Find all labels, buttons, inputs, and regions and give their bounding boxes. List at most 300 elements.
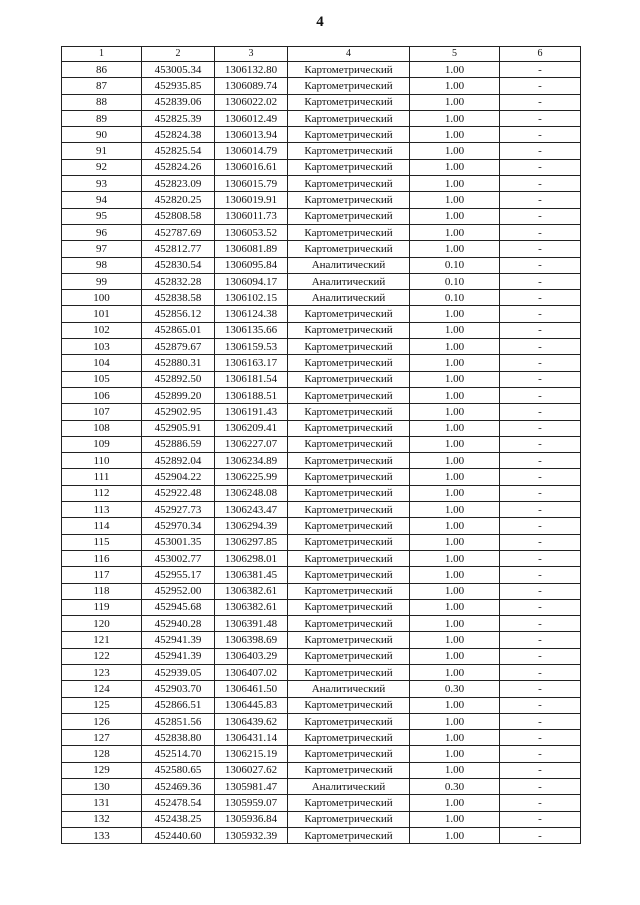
table-row [62, 550, 581, 566]
x-coordinate-cell: 452940.28 [142, 616, 215, 632]
y-coordinate-cell: 1306012.49 [215, 110, 288, 126]
method-cell: Картометрический [288, 664, 410, 680]
point-number-cell: 86 [62, 62, 142, 78]
table-row [62, 453, 581, 469]
accuracy-cell: 0.30 [410, 779, 500, 795]
point-number-cell: 91 [62, 143, 142, 159]
point-number-cell: 128 [62, 746, 142, 762]
x-coordinate-cell: 452514.70 [142, 746, 215, 762]
y-coordinate-cell: 1306013.94 [215, 127, 288, 143]
accuracy-cell: 1.00 [410, 453, 500, 469]
accuracy-cell: 1.00 [410, 599, 500, 615]
point-number-cell: 97 [62, 241, 142, 257]
method-cell: Картометрический [288, 371, 410, 387]
column-header: 2 [142, 47, 215, 62]
accuracy-cell: 1.00 [410, 436, 500, 452]
accuracy-cell: 1.00 [410, 730, 500, 746]
y-coordinate-cell: 1306461.50 [215, 681, 288, 697]
x-coordinate-cell: 452941.39 [142, 648, 215, 664]
x-coordinate-cell: 452952.00 [142, 583, 215, 599]
description-cell: - [500, 143, 581, 159]
point-number-cell: 124 [62, 681, 142, 697]
x-coordinate-cell: 452904.22 [142, 469, 215, 485]
point-number-cell: 118 [62, 583, 142, 599]
table-row [62, 62, 581, 78]
description-cell: - [500, 779, 581, 795]
method-cell: Картометрический [288, 436, 410, 452]
y-coordinate-cell: 1306391.48 [215, 616, 288, 632]
x-coordinate-cell: 452922.48 [142, 485, 215, 501]
table-row [62, 567, 581, 583]
accuracy-cell: 1.00 [410, 664, 500, 680]
description-cell: - [500, 469, 581, 485]
point-number-cell: 102 [62, 322, 142, 338]
y-coordinate-cell: 1306163.17 [215, 355, 288, 371]
x-coordinate-cell: 452820.25 [142, 192, 215, 208]
point-number-cell: 100 [62, 290, 142, 306]
table-row [62, 795, 581, 811]
description-cell: - [500, 827, 581, 843]
point-number-cell: 123 [62, 664, 142, 680]
x-coordinate-cell: 452939.05 [142, 664, 215, 680]
description-cell: - [500, 502, 581, 518]
description-cell: - [500, 404, 581, 420]
y-coordinate-cell: 1306011.73 [215, 208, 288, 224]
description-cell: - [500, 436, 581, 452]
description-cell: - [500, 632, 581, 648]
point-number-cell: 116 [62, 550, 142, 566]
table-row [62, 534, 581, 550]
table-row [62, 697, 581, 713]
table-row [62, 94, 581, 110]
method-cell: Картометрический [288, 811, 410, 827]
description-cell: - [500, 485, 581, 501]
method-cell: Картометрический [288, 583, 410, 599]
point-number-cell: 133 [62, 827, 142, 843]
x-coordinate-cell: 452824.26 [142, 159, 215, 175]
x-coordinate-cell: 452832.28 [142, 273, 215, 289]
table-row [62, 762, 581, 778]
x-coordinate-cell: 452941.39 [142, 632, 215, 648]
method-cell: Картометрический [288, 567, 410, 583]
method-cell: Аналитический [288, 779, 410, 795]
y-coordinate-cell: 1305936.84 [215, 811, 288, 827]
point-number-cell: 88 [62, 94, 142, 110]
x-coordinate-cell: 452905.91 [142, 420, 215, 436]
point-number-cell: 112 [62, 485, 142, 501]
method-cell: Картометрический [288, 713, 410, 729]
description-cell: - [500, 371, 581, 387]
accuracy-cell: 1.00 [410, 78, 500, 94]
point-number-cell: 104 [62, 355, 142, 371]
description-cell: - [500, 339, 581, 355]
table-row [62, 648, 581, 664]
method-cell: Картометрический [288, 176, 410, 192]
method-cell: Картометрический [288, 616, 410, 632]
x-coordinate-cell: 452438.25 [142, 811, 215, 827]
accuracy-cell: 1.00 [410, 176, 500, 192]
x-coordinate-cell: 452839.06 [142, 94, 215, 110]
accuracy-cell: 1.00 [410, 762, 500, 778]
accuracy-cell: 1.00 [410, 485, 500, 501]
description-cell: - [500, 713, 581, 729]
point-number-cell: 95 [62, 208, 142, 224]
table-row [62, 192, 581, 208]
table-row [62, 322, 581, 338]
description-cell: - [500, 453, 581, 469]
description-cell: - [500, 567, 581, 583]
accuracy-cell: 1.00 [410, 648, 500, 664]
accuracy-cell: 1.00 [410, 420, 500, 436]
point-number-cell: 92 [62, 159, 142, 175]
description-cell: - [500, 583, 581, 599]
table-row [62, 273, 581, 289]
accuracy-cell: 1.00 [410, 143, 500, 159]
y-coordinate-cell: 1306094.17 [215, 273, 288, 289]
accuracy-cell: 1.00 [410, 241, 500, 257]
point-number-cell: 120 [62, 616, 142, 632]
method-cell: Картометрический [288, 387, 410, 403]
x-coordinate-cell: 452899.20 [142, 387, 215, 403]
table-row [62, 681, 581, 697]
x-coordinate-cell: 452851.56 [142, 713, 215, 729]
description-cell: - [500, 681, 581, 697]
method-cell: Картометрический [288, 469, 410, 485]
description-cell: - [500, 387, 581, 403]
y-coordinate-cell: 1306403.29 [215, 648, 288, 664]
accuracy-cell: 0.30 [410, 681, 500, 697]
table-row [62, 746, 581, 762]
x-coordinate-cell: 452945.68 [142, 599, 215, 615]
y-coordinate-cell: 1306209.41 [215, 420, 288, 436]
description-cell: - [500, 78, 581, 94]
description-cell: - [500, 208, 581, 224]
accuracy-cell: 1.00 [410, 355, 500, 371]
y-coordinate-cell: 1306022.02 [215, 94, 288, 110]
method-cell: Картометрический [288, 192, 410, 208]
description-cell: - [500, 648, 581, 664]
x-coordinate-cell: 452469.36 [142, 779, 215, 795]
x-coordinate-cell: 452935.85 [142, 78, 215, 94]
description-cell: - [500, 534, 581, 550]
y-coordinate-cell: 1306298.01 [215, 550, 288, 566]
description-cell: - [500, 110, 581, 126]
x-coordinate-cell: 452879.67 [142, 339, 215, 355]
description-cell: - [500, 306, 581, 322]
accuracy-cell: 1.00 [410, 583, 500, 599]
y-coordinate-cell: 1306014.79 [215, 143, 288, 159]
table-row [62, 713, 581, 729]
table-row [62, 176, 581, 192]
x-coordinate-cell: 452880.31 [142, 355, 215, 371]
accuracy-cell: 1.00 [410, 192, 500, 208]
method-cell: Картометрический [288, 697, 410, 713]
table-row [62, 518, 581, 534]
accuracy-cell: 1.00 [410, 371, 500, 387]
accuracy-cell: 1.00 [410, 62, 500, 78]
description-cell: - [500, 322, 581, 338]
method-cell: Картометрический [288, 599, 410, 615]
x-coordinate-cell: 452478.54 [142, 795, 215, 811]
description-cell: - [500, 159, 581, 175]
description-cell: - [500, 290, 581, 306]
description-cell: - [500, 811, 581, 827]
y-coordinate-cell: 1306081.89 [215, 241, 288, 257]
x-coordinate-cell: 452892.50 [142, 371, 215, 387]
accuracy-cell: 1.00 [410, 811, 500, 827]
method-cell: Картометрический [288, 127, 410, 143]
table-row [62, 632, 581, 648]
point-number-cell: 115 [62, 534, 142, 550]
accuracy-cell: 0.10 [410, 257, 500, 273]
method-cell: Картометрический [288, 78, 410, 94]
point-number-cell: 110 [62, 453, 142, 469]
table-row [62, 159, 581, 175]
table-row [62, 664, 581, 680]
accuracy-cell: 1.00 [410, 567, 500, 583]
method-cell: Картометрический [288, 550, 410, 566]
y-coordinate-cell: 1306215.19 [215, 746, 288, 762]
description-cell: - [500, 420, 581, 436]
method-cell: Картометрический [288, 534, 410, 550]
method-cell: Картометрический [288, 420, 410, 436]
point-number-cell: 98 [62, 257, 142, 273]
point-number-cell: 96 [62, 224, 142, 240]
table-row [62, 730, 581, 746]
point-number-cell: 117 [62, 567, 142, 583]
table-row [62, 241, 581, 257]
method-cell: Картометрический [288, 502, 410, 518]
description-cell: - [500, 355, 581, 371]
point-number-cell: 127 [62, 730, 142, 746]
table-row [62, 257, 581, 273]
description-cell: - [500, 62, 581, 78]
description-cell: - [500, 746, 581, 762]
method-cell: Картометрический [288, 453, 410, 469]
accuracy-cell: 1.00 [410, 404, 500, 420]
table-row [62, 502, 581, 518]
description-cell: - [500, 730, 581, 746]
description-cell: - [500, 795, 581, 811]
y-coordinate-cell: 1306382.61 [215, 583, 288, 599]
point-number-cell: 131 [62, 795, 142, 811]
point-number-cell: 109 [62, 436, 142, 452]
x-coordinate-cell: 452440.60 [142, 827, 215, 843]
method-cell: Картометрический [288, 224, 410, 240]
y-coordinate-cell: 1305981.47 [215, 779, 288, 795]
y-coordinate-cell: 1306439.62 [215, 713, 288, 729]
table-row [62, 436, 581, 452]
table-row [62, 420, 581, 436]
y-coordinate-cell: 1306135.66 [215, 322, 288, 338]
accuracy-cell: 1.00 [410, 534, 500, 550]
accuracy-cell: 1.00 [410, 713, 500, 729]
point-number-cell: 114 [62, 518, 142, 534]
y-coordinate-cell: 1306016.61 [215, 159, 288, 175]
point-number-cell: 93 [62, 176, 142, 192]
accuracy-cell: 1.00 [410, 795, 500, 811]
method-cell: Картометрический [288, 159, 410, 175]
x-coordinate-cell: 452838.80 [142, 730, 215, 746]
x-coordinate-cell: 452825.54 [142, 143, 215, 159]
accuracy-cell: 1.00 [410, 827, 500, 843]
x-coordinate-cell: 452866.51 [142, 697, 215, 713]
method-cell: Аналитический [288, 273, 410, 289]
point-number-cell: 89 [62, 110, 142, 126]
table-row [62, 827, 581, 843]
accuracy-cell: 1.00 [410, 224, 500, 240]
table-row [62, 583, 581, 599]
table-row [62, 616, 581, 632]
table-row [62, 110, 581, 126]
table-row [62, 339, 581, 355]
x-coordinate-cell: 452902.95 [142, 404, 215, 420]
description-cell: - [500, 224, 581, 240]
description-cell: - [500, 550, 581, 566]
point-number-cell: 132 [62, 811, 142, 827]
y-coordinate-cell: 1306132.80 [215, 62, 288, 78]
method-cell: Картометрический [288, 632, 410, 648]
description-cell: - [500, 697, 581, 713]
y-coordinate-cell: 1306053.52 [215, 224, 288, 240]
accuracy-cell: 1.00 [410, 110, 500, 126]
page-number: 4 [316, 14, 324, 30]
method-cell: Картометрический [288, 404, 410, 420]
description-cell: - [500, 273, 581, 289]
coordinates-table [61, 46, 581, 844]
y-coordinate-cell: 1306191.43 [215, 404, 288, 420]
description-cell: - [500, 762, 581, 778]
point-number-cell: 105 [62, 371, 142, 387]
accuracy-cell: 1.00 [410, 387, 500, 403]
description-cell: - [500, 127, 581, 143]
method-cell: Картометрический [288, 355, 410, 371]
description-cell: - [500, 599, 581, 615]
point-number-cell: 111 [62, 469, 142, 485]
description-cell: - [500, 176, 581, 192]
x-coordinate-cell: 452812.77 [142, 241, 215, 257]
accuracy-cell: 1.00 [410, 322, 500, 338]
method-cell: Картометрический [288, 322, 410, 338]
point-number-cell: 129 [62, 762, 142, 778]
description-cell: - [500, 241, 581, 257]
description-cell: - [500, 664, 581, 680]
y-coordinate-cell: 1306015.79 [215, 176, 288, 192]
method-cell: Картометрический [288, 306, 410, 322]
x-coordinate-cell: 452825.39 [142, 110, 215, 126]
x-coordinate-cell: 452824.38 [142, 127, 215, 143]
accuracy-cell: 1.00 [410, 208, 500, 224]
point-number-cell: 119 [62, 599, 142, 615]
table-row [62, 371, 581, 387]
accuracy-cell: 1.00 [410, 94, 500, 110]
point-number-cell: 121 [62, 632, 142, 648]
accuracy-cell: 1.00 [410, 306, 500, 322]
column-header: 4 [288, 47, 410, 62]
y-coordinate-cell: 1306407.02 [215, 664, 288, 680]
y-coordinate-cell: 1306124.38 [215, 306, 288, 322]
x-coordinate-cell: 452892.04 [142, 453, 215, 469]
accuracy-cell: 1.00 [410, 550, 500, 566]
y-coordinate-cell: 1306089.74 [215, 78, 288, 94]
y-coordinate-cell: 1306431.14 [215, 730, 288, 746]
point-number-cell: 108 [62, 420, 142, 436]
column-header: 6 [500, 47, 581, 62]
table-row [62, 485, 581, 501]
method-cell: Картометрический [288, 241, 410, 257]
y-coordinate-cell: 1306382.61 [215, 599, 288, 615]
method-cell: Картометрический [288, 762, 410, 778]
x-coordinate-cell: 452955.17 [142, 567, 215, 583]
point-number-cell: 90 [62, 127, 142, 143]
y-coordinate-cell: 1306019.91 [215, 192, 288, 208]
y-coordinate-cell: 1306181.54 [215, 371, 288, 387]
description-cell: - [500, 94, 581, 110]
accuracy-cell: 1.00 [410, 616, 500, 632]
y-coordinate-cell: 1306234.89 [215, 453, 288, 469]
accuracy-cell: 1.00 [410, 746, 500, 762]
x-coordinate-cell: 452886.59 [142, 436, 215, 452]
description-cell: - [500, 257, 581, 273]
point-number-cell: 87 [62, 78, 142, 94]
table-row [62, 599, 581, 615]
y-coordinate-cell: 1306381.45 [215, 567, 288, 583]
method-cell: Картометрический [288, 518, 410, 534]
accuracy-cell: 1.00 [410, 159, 500, 175]
x-coordinate-cell: 452580.65 [142, 762, 215, 778]
table-row [62, 208, 581, 224]
description-cell: - [500, 616, 581, 632]
accuracy-cell: 1.00 [410, 632, 500, 648]
x-coordinate-cell: 452838.58 [142, 290, 215, 306]
table-row [62, 387, 581, 403]
x-coordinate-cell: 452865.01 [142, 322, 215, 338]
table-row [62, 404, 581, 420]
x-coordinate-cell: 453005.34 [142, 62, 215, 78]
table-header-row [62, 47, 581, 62]
table-row [62, 355, 581, 371]
description-cell: - [500, 192, 581, 208]
method-cell: Картометрический [288, 143, 410, 159]
y-coordinate-cell: 1306159.53 [215, 339, 288, 355]
point-number-cell: 130 [62, 779, 142, 795]
accuracy-cell: 0.10 [410, 273, 500, 289]
column-header: 5 [410, 47, 500, 62]
accuracy-cell: 1.00 [410, 469, 500, 485]
point-number-cell: 103 [62, 339, 142, 355]
point-number-cell: 101 [62, 306, 142, 322]
point-number-cell: 107 [62, 404, 142, 420]
method-cell: Картометрический [288, 485, 410, 501]
y-coordinate-cell: 1306398.69 [215, 632, 288, 648]
y-coordinate-cell: 1306294.39 [215, 518, 288, 534]
point-number-cell: 126 [62, 713, 142, 729]
y-coordinate-cell: 1306095.84 [215, 257, 288, 273]
y-coordinate-cell: 1306297.85 [215, 534, 288, 550]
method-cell: Картометрический [288, 208, 410, 224]
method-cell: Картометрический [288, 339, 410, 355]
x-coordinate-cell: 452787.69 [142, 224, 215, 240]
y-coordinate-cell: 1306227.07 [215, 436, 288, 452]
point-number-cell: 94 [62, 192, 142, 208]
x-coordinate-cell: 453001.35 [142, 534, 215, 550]
column-header: 1 [62, 47, 142, 62]
x-coordinate-cell: 452808.58 [142, 208, 215, 224]
y-coordinate-cell: 1306445.83 [215, 697, 288, 713]
accuracy-cell: 1.00 [410, 127, 500, 143]
y-coordinate-cell: 1306102.15 [215, 290, 288, 306]
x-coordinate-cell: 452823.09 [142, 176, 215, 192]
